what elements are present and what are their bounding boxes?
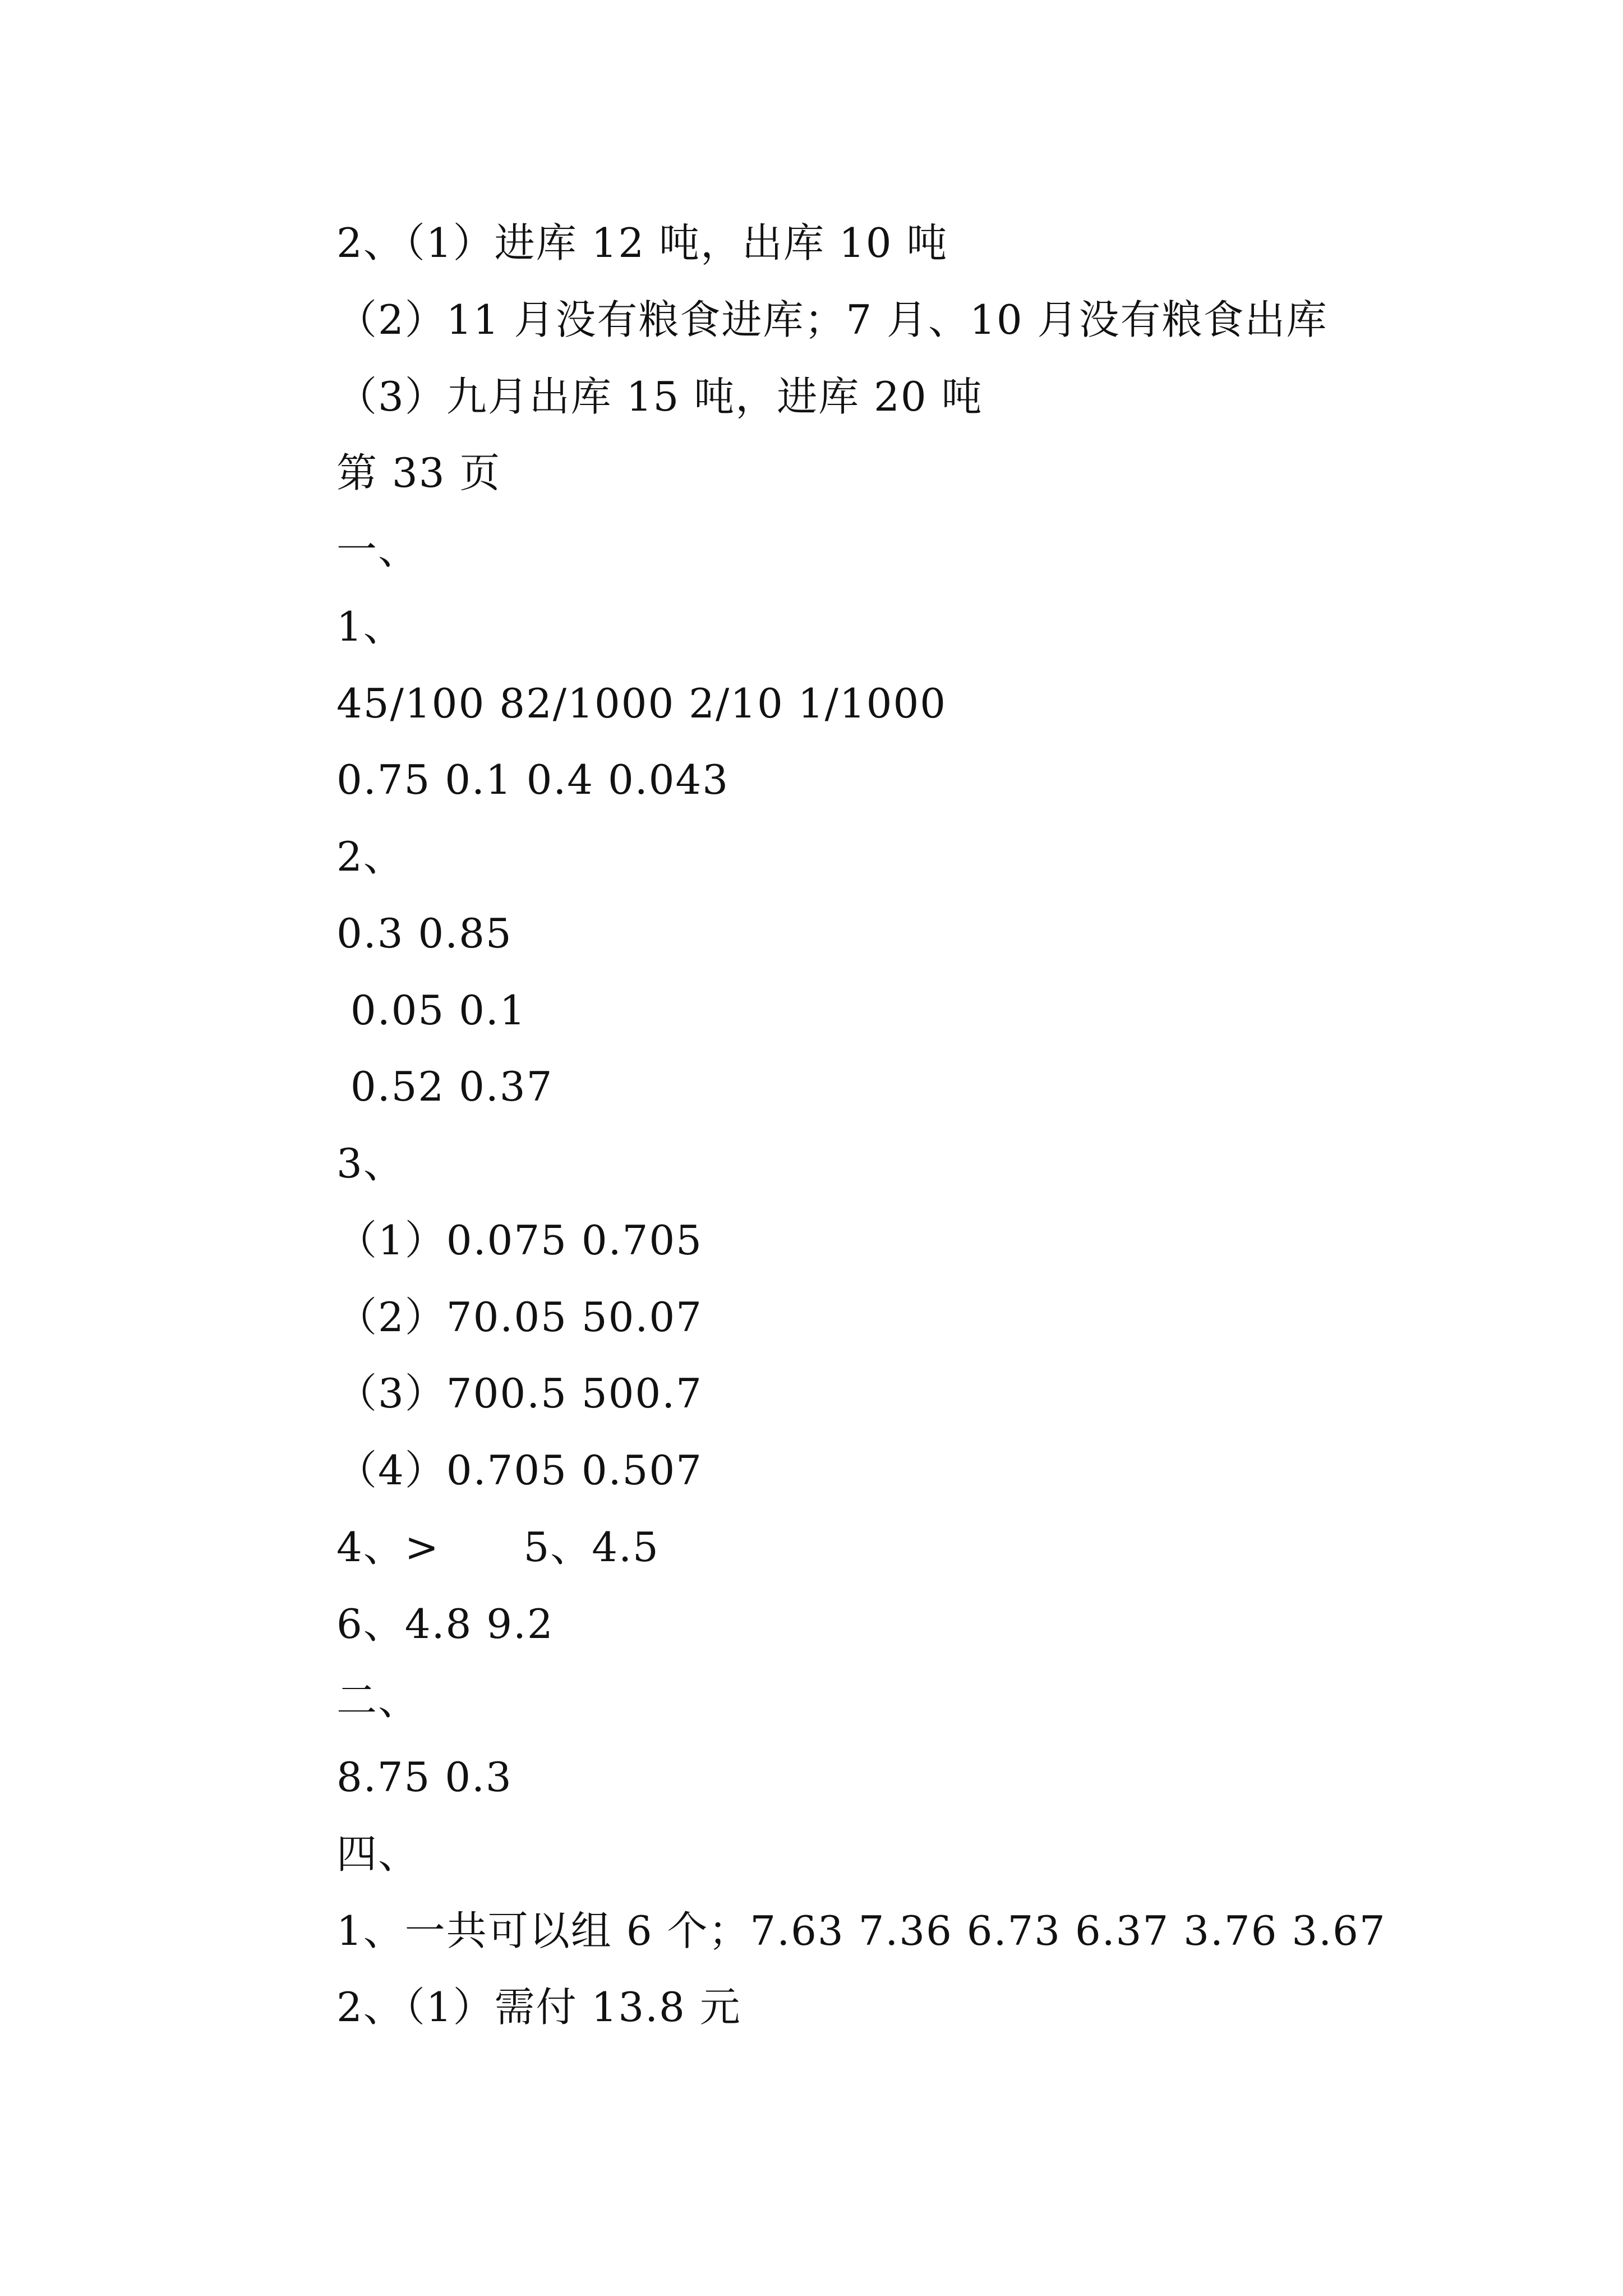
answer-line: （2）70.05 50.07 [336, 1294, 703, 1341]
answer-line: 2、（1）需付 13.8 元 [336, 1984, 741, 2031]
section-heading-4: 四、 [336, 1830, 420, 1878]
answer-line: 0.52 0.37 [336, 1063, 554, 1110]
section-heading-1: 一、 [336, 526, 420, 573]
answer-line: 8.75 0.3 [336, 1754, 513, 1801]
answer-line-fractions: 45/100 82/1000 2/10 1/1000 [336, 680, 947, 727]
section-heading-2: 二、 [336, 1677, 420, 1724]
question-number: 2、 [336, 833, 405, 880]
answer-line: 0.05 0.1 [336, 987, 527, 1034]
answer-line: 4、> 5、4.5 [336, 1524, 660, 1571]
question-number: 3、 [336, 1140, 405, 1187]
answer-line: （3）700.5 500.7 [336, 1370, 703, 1417]
answer-line: 1、一共可以组 6 个；7.63 7.36 6.73 6.37 3.76 3.67 [336, 1907, 1386, 1954]
answer-line-3: （3）九月出库 15 吨，进库 20 吨 [336, 373, 983, 420]
page-heading: 第 33 页 [336, 449, 501, 496]
question-number: 1、 [336, 603, 405, 650]
answer-line-1: 2、（1）进库 12 吨，出库 10 吨 [336, 219, 948, 266]
answer-line: 0.3 0.85 [336, 910, 513, 957]
answer-line-2: （2）11 月没有粮食进库；7 月、10 月没有粮食出库 [336, 296, 1328, 343]
answer-line: （4）0.705 0.507 [336, 1447, 703, 1494]
answer-line: （1）0.075 0.705 [336, 1217, 703, 1264]
answer-line-decimals: 0.75 0.1 0.4 0.043 [336, 756, 730, 803]
answer-line: 6、4.8 9.2 [336, 1600, 554, 1648]
